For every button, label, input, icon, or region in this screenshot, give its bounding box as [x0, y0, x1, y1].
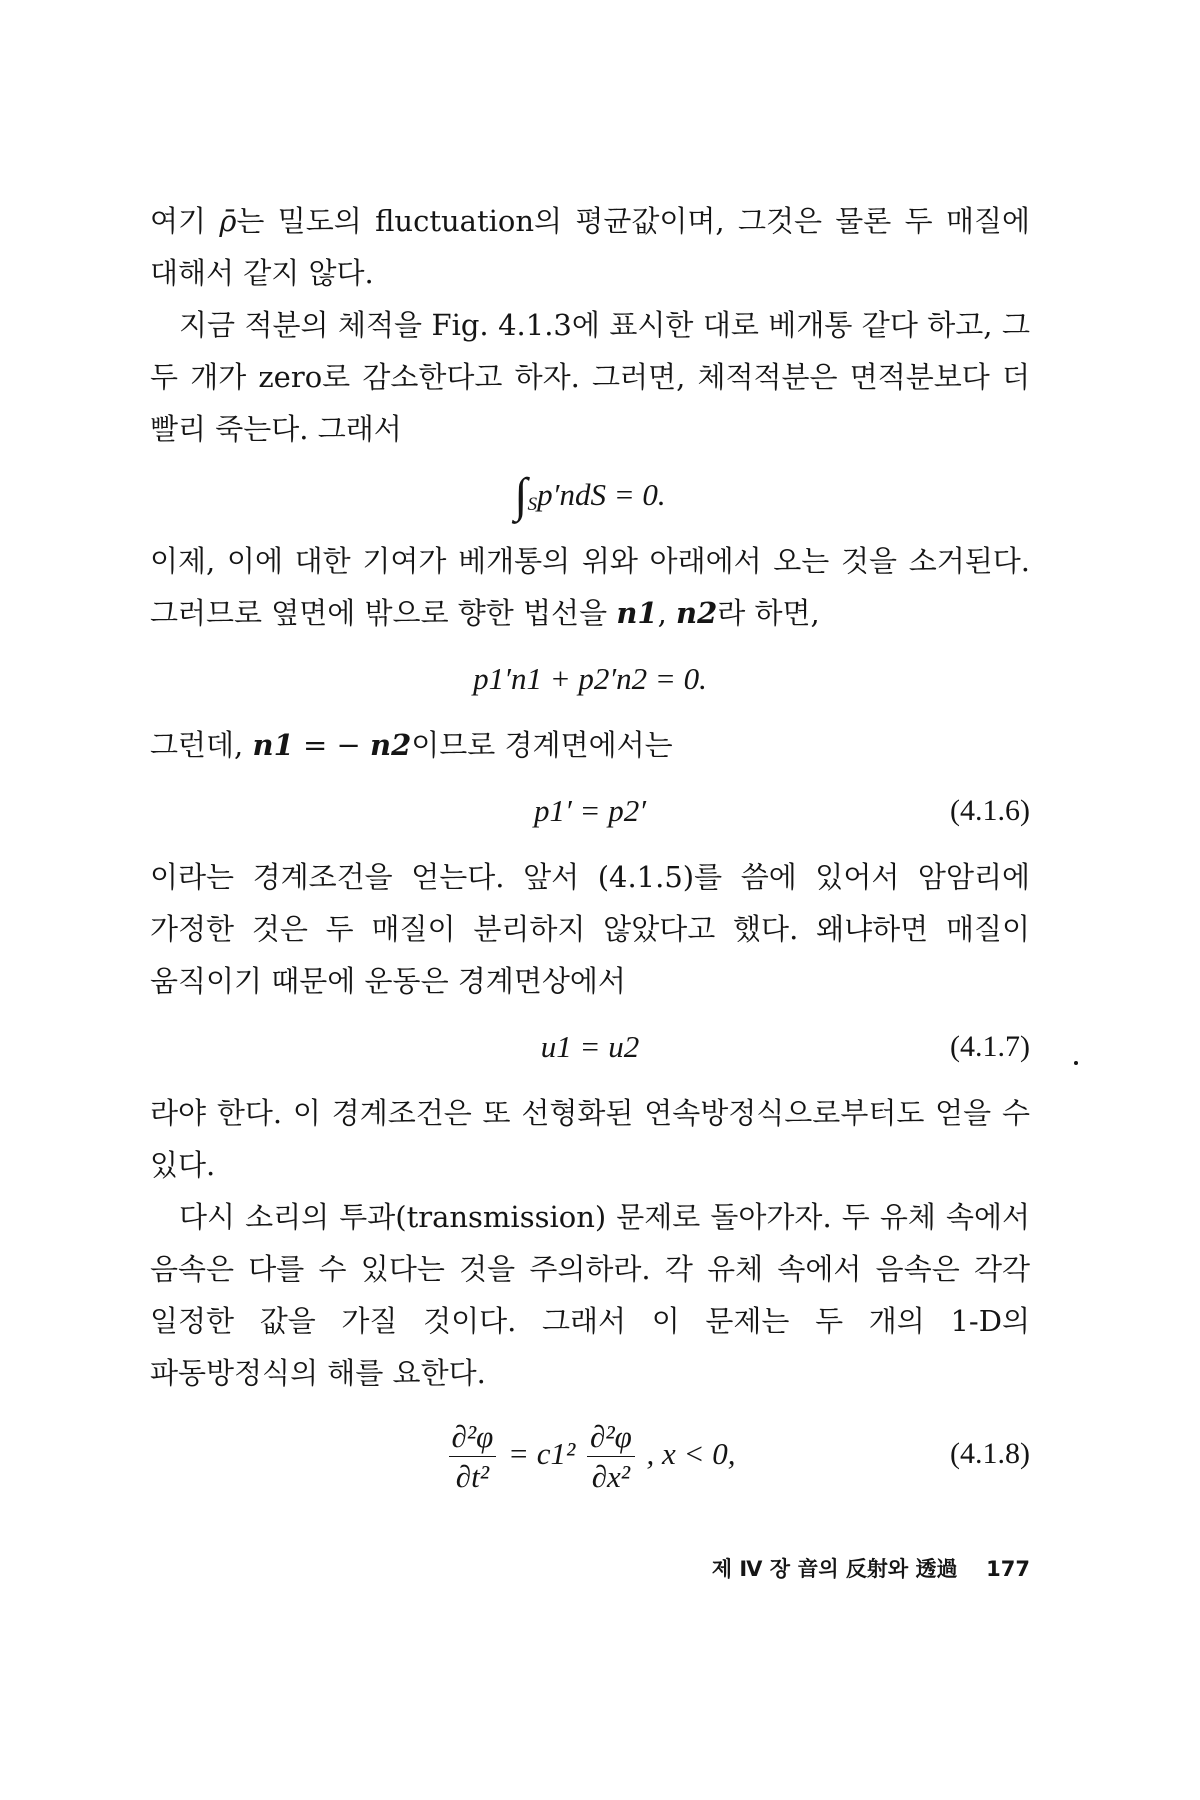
paragraph-4	[150, 719, 1030, 771]
equation-surface-integral	[150, 455, 1030, 535]
equation-4-1-8	[150, 1399, 1030, 1509]
paragraph-3	[150, 535, 1030, 639]
equation-number-4-1-8: (4.1.8)	[950, 1437, 1030, 1470]
equation-4-1-6-expr: p1′ = p2′	[534, 793, 646, 828]
rhs-numerator: ∂²φ	[587, 1421, 635, 1457]
equation-4-1-7	[150, 1007, 1030, 1087]
normal-n1-ref: n1	[252, 728, 294, 762]
paragraph-3-end: 라 하면,	[717, 596, 820, 630]
integral-subscript: S	[527, 493, 538, 515]
equation-surface-integral-expr	[150, 455, 1030, 536]
domain-condition: , x < 0,	[646, 1436, 736, 1471]
paragraph-1	[150, 195, 1030, 299]
equation-4-1-8-expr	[150, 1399, 1030, 1509]
normal-n2: n2	[676, 596, 718, 630]
equation-4-1-7-expr: u1 = u2	[540, 1029, 640, 1064]
paragraph-4-start: 그런데,	[150, 728, 253, 762]
rhs-denominator: ∂x²	[591, 1459, 631, 1495]
equation-pressure-sum-expr: p1′n1 + p2′n2 = 0.	[473, 661, 707, 696]
page-body	[150, 195, 1030, 1595]
stray-ink-dot	[1074, 1061, 1078, 1065]
paragraph-2: 지금 적분의 체적을 Fig. 4.1.3에 표시한 대로 베개통 같다 하고, 그 두 개가 zero로 감소한다고 하자. 그러면, 체적적분은 면적분보다 더 빨리 죽는다. 그래서	[150, 308, 1030, 446]
paragraph-4-end: 이므로 경계면에서는	[411, 728, 673, 762]
normal-n2-ref: n2	[370, 728, 412, 762]
paragraph-1-rest: 는 밀도의 fluctuation의 평균값이며, 그것은 물론 두 매질에 대해서 같지 않다.	[150, 204, 1030, 290]
paragraph-3-comma: ,	[657, 596, 677, 630]
wave-speed-term: = c1²	[508, 1436, 576, 1471]
equation-number-4-1-6: (4.1.6)	[950, 794, 1030, 827]
lhs-denominator: ∂t²	[455, 1459, 490, 1495]
paragraph-5: 이라는 경계조건을 얻는다. 앞서 (4.1.5)를 씀에 있어서 암암리에 가정한 것은 두 매질이 분리하지 않았다고 했다. 왜냐하면 매질이 움직이기 때문에 운동은 경계면상에서	[150, 860, 1030, 998]
running-footer	[150, 1553, 1030, 1583]
equation-pressure-sum	[150, 639, 1030, 719]
rho-bar-symbol: ρ̄	[219, 204, 237, 238]
paragraph-6: 라야 한다. 이 경계조건은 또 선형화된 연속방정식으로부터도 얻을 수 있다.	[150, 1096, 1030, 1182]
equation-number-4-1-7: (4.1.7)	[950, 1030, 1030, 1063]
rhs-fraction	[587, 1419, 635, 1495]
integral-body: p′ndS = 0.	[537, 477, 666, 512]
paragraph-7: 다시 소리의 투과(transmission) 문제로 돌아가자. 두 유체 속에서 음속은 다를 수 있다는 것을 주의하라. 각 유체 속에서 음속은 각각 일정한 값을 가질 것이다. 그래서 이 문제는 두 개의 1-D의 파동방정식의 해를 요한다.	[150, 1200, 1030, 1390]
normal-n1: n1	[616, 596, 658, 630]
lhs-numerator: ∂²φ	[449, 1421, 497, 1457]
integral-sign: ∫	[514, 469, 528, 522]
paragraph-1-start: 여기	[150, 204, 220, 238]
paragraph-4-equals: = −	[293, 728, 371, 762]
page-number: 177	[986, 1557, 1030, 1581]
paragraph-3-start: 이제, 이에 대한 기여가 베개통의 위와 아래에서 오는 것을 소거된다. 그러므로 옆면에 밖으로 향한 법선을	[150, 544, 1030, 630]
equation-4-1-6	[150, 771, 1030, 851]
lhs-fraction	[449, 1419, 497, 1495]
chapter-title: 제 Ⅳ 장 音의 反射와 透過	[711, 1557, 958, 1581]
